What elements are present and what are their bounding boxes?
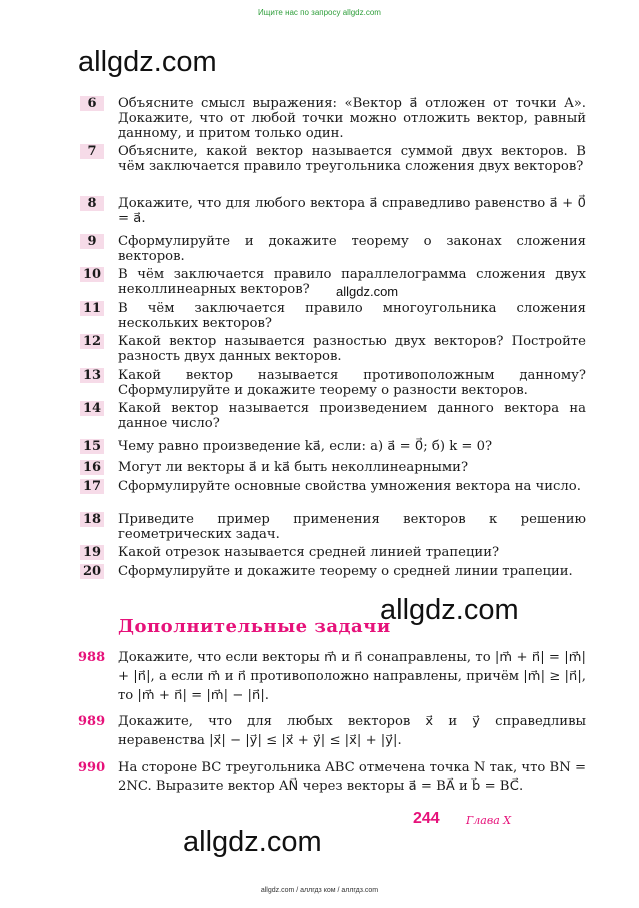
question-number: 18 (80, 512, 104, 527)
question-text: Какой вектор называется противоположным данному? Сформулируйте и докажите теорему о разности векторов. (118, 368, 586, 398)
question-text: Какой вектор называется разностью двух векторов? Постройте разность двух данных векторов. (118, 334, 586, 364)
section-title: Дополнительные задачи (118, 616, 391, 637)
task-item (78, 648, 586, 705)
question-text: В чём заключается правило параллелограмма сложения двух неколлинеарных векторов? (118, 267, 586, 297)
question-number: 20 (80, 564, 104, 579)
task-number: 989 (78, 714, 106, 729)
question-number: 7 (80, 144, 104, 159)
watermark: allgdz.com (380, 594, 519, 626)
question-number: 16 (80, 460, 104, 475)
question-text: Сформулируйте основные свойства умножения вектора на число. (118, 479, 581, 494)
question-text: Приведите пример применения векторов к решению геометрических задач. (118, 512, 586, 542)
task-text: Докажите, что если векторы m⃗ и n⃗ сонаправлены, то |m⃗ + n⃗| = |m⃗| + |n⃗|, а если m⃗ и n⃗ противоположно направлены, причём |m⃗| ≥ |n⃗|, то |m⃗ + n⃗| = |m⃗| − |n⃗|. (118, 650, 586, 703)
question-item (80, 512, 586, 542)
question-number: 13 (80, 368, 104, 383)
question-number: 17 (80, 479, 104, 494)
page-number: 244 (413, 810, 440, 827)
task-item (78, 758, 586, 796)
question-item (80, 301, 586, 331)
question-text: В чём заключается правило многоугольника сложения нескольких векторов? (118, 301, 586, 331)
task-item (78, 712, 586, 750)
question-item (80, 144, 586, 174)
question-item (80, 234, 586, 264)
question-text: Чему равно произведение ka⃗, если: а) a⃗ = 0⃗; б) k = 0? (118, 439, 493, 454)
question-item (80, 196, 586, 226)
watermark: allgdz.com (336, 284, 399, 299)
footer-note: allgdz.com / аллгдз ком / аллгдз.com (260, 887, 379, 894)
question-text: Какой вектор называется произведением данного вектора на данное число? (118, 401, 586, 431)
question-number: 10 (80, 267, 104, 282)
question-text: Сформулируйте и докажите теорему о законах сложения векторов. (118, 234, 586, 264)
task-number: 988 (78, 650, 106, 665)
question-number: 19 (80, 545, 104, 560)
question-number: 12 (80, 334, 104, 349)
question-text: Объясните смысл выражения: «Вектор a⃗ отложен от точки A». Докажите, что от любой точки можно отложить вектор, равный данному, и притом только один. (118, 96, 586, 141)
question-text: Докажите, что для любого вектора a⃗ справедливо равенство a⃗ + 0⃗ = a⃗. (118, 196, 586, 226)
task-text: Докажите, что для любых векторов x⃗ и y⃗ справедливы неравенства |x⃗| − |y⃗| ≤ |x⃗ + y⃗| ≤ |x⃗| + |y⃗|. (118, 714, 586, 748)
question-item (80, 545, 586, 560)
question-item (80, 368, 586, 398)
question-text: Могут ли векторы a⃗ и ka⃗ быть неколлинеарными? (118, 460, 469, 475)
task-number: 990 (78, 760, 106, 775)
question-text: Сформулируйте и докажите теорему о средней линии трапеции. (118, 564, 573, 579)
question-number: 6 (80, 96, 104, 111)
question-number: 15 (80, 439, 104, 454)
search-hint: Ищите нас по запросу allgdz.com (258, 8, 381, 17)
question-number: 11 (80, 301, 104, 316)
question-item (80, 439, 586, 454)
question-item (80, 267, 586, 297)
question-item (80, 460, 586, 475)
task-text: На стороне BC треугольника ABC отмечена точка N так, что BN = 2NC. Выразите вектор AN⃗ через векторы a⃗ = BA⃗ и b⃗ = BC⃗. (118, 760, 586, 794)
question-text: Какой отрезок называется средней линией трапеции? (118, 545, 500, 560)
watermark: allgdz.com (78, 46, 217, 78)
question-number: 8 (80, 196, 104, 211)
question-item (80, 334, 586, 364)
question-number: 9 (80, 234, 104, 249)
question-item (80, 479, 586, 494)
question-item (80, 564, 586, 579)
question-item (80, 96, 586, 141)
question-number: 14 (80, 401, 104, 416)
watermark: allgdz.com (183, 826, 322, 858)
chapter-label: Глава X (466, 814, 512, 827)
question-text: Объясните, какой вектор называется суммой двух векторов. В чём заключается правило треугольника сложения двух векторов? (118, 144, 586, 174)
question-item (80, 401, 586, 431)
